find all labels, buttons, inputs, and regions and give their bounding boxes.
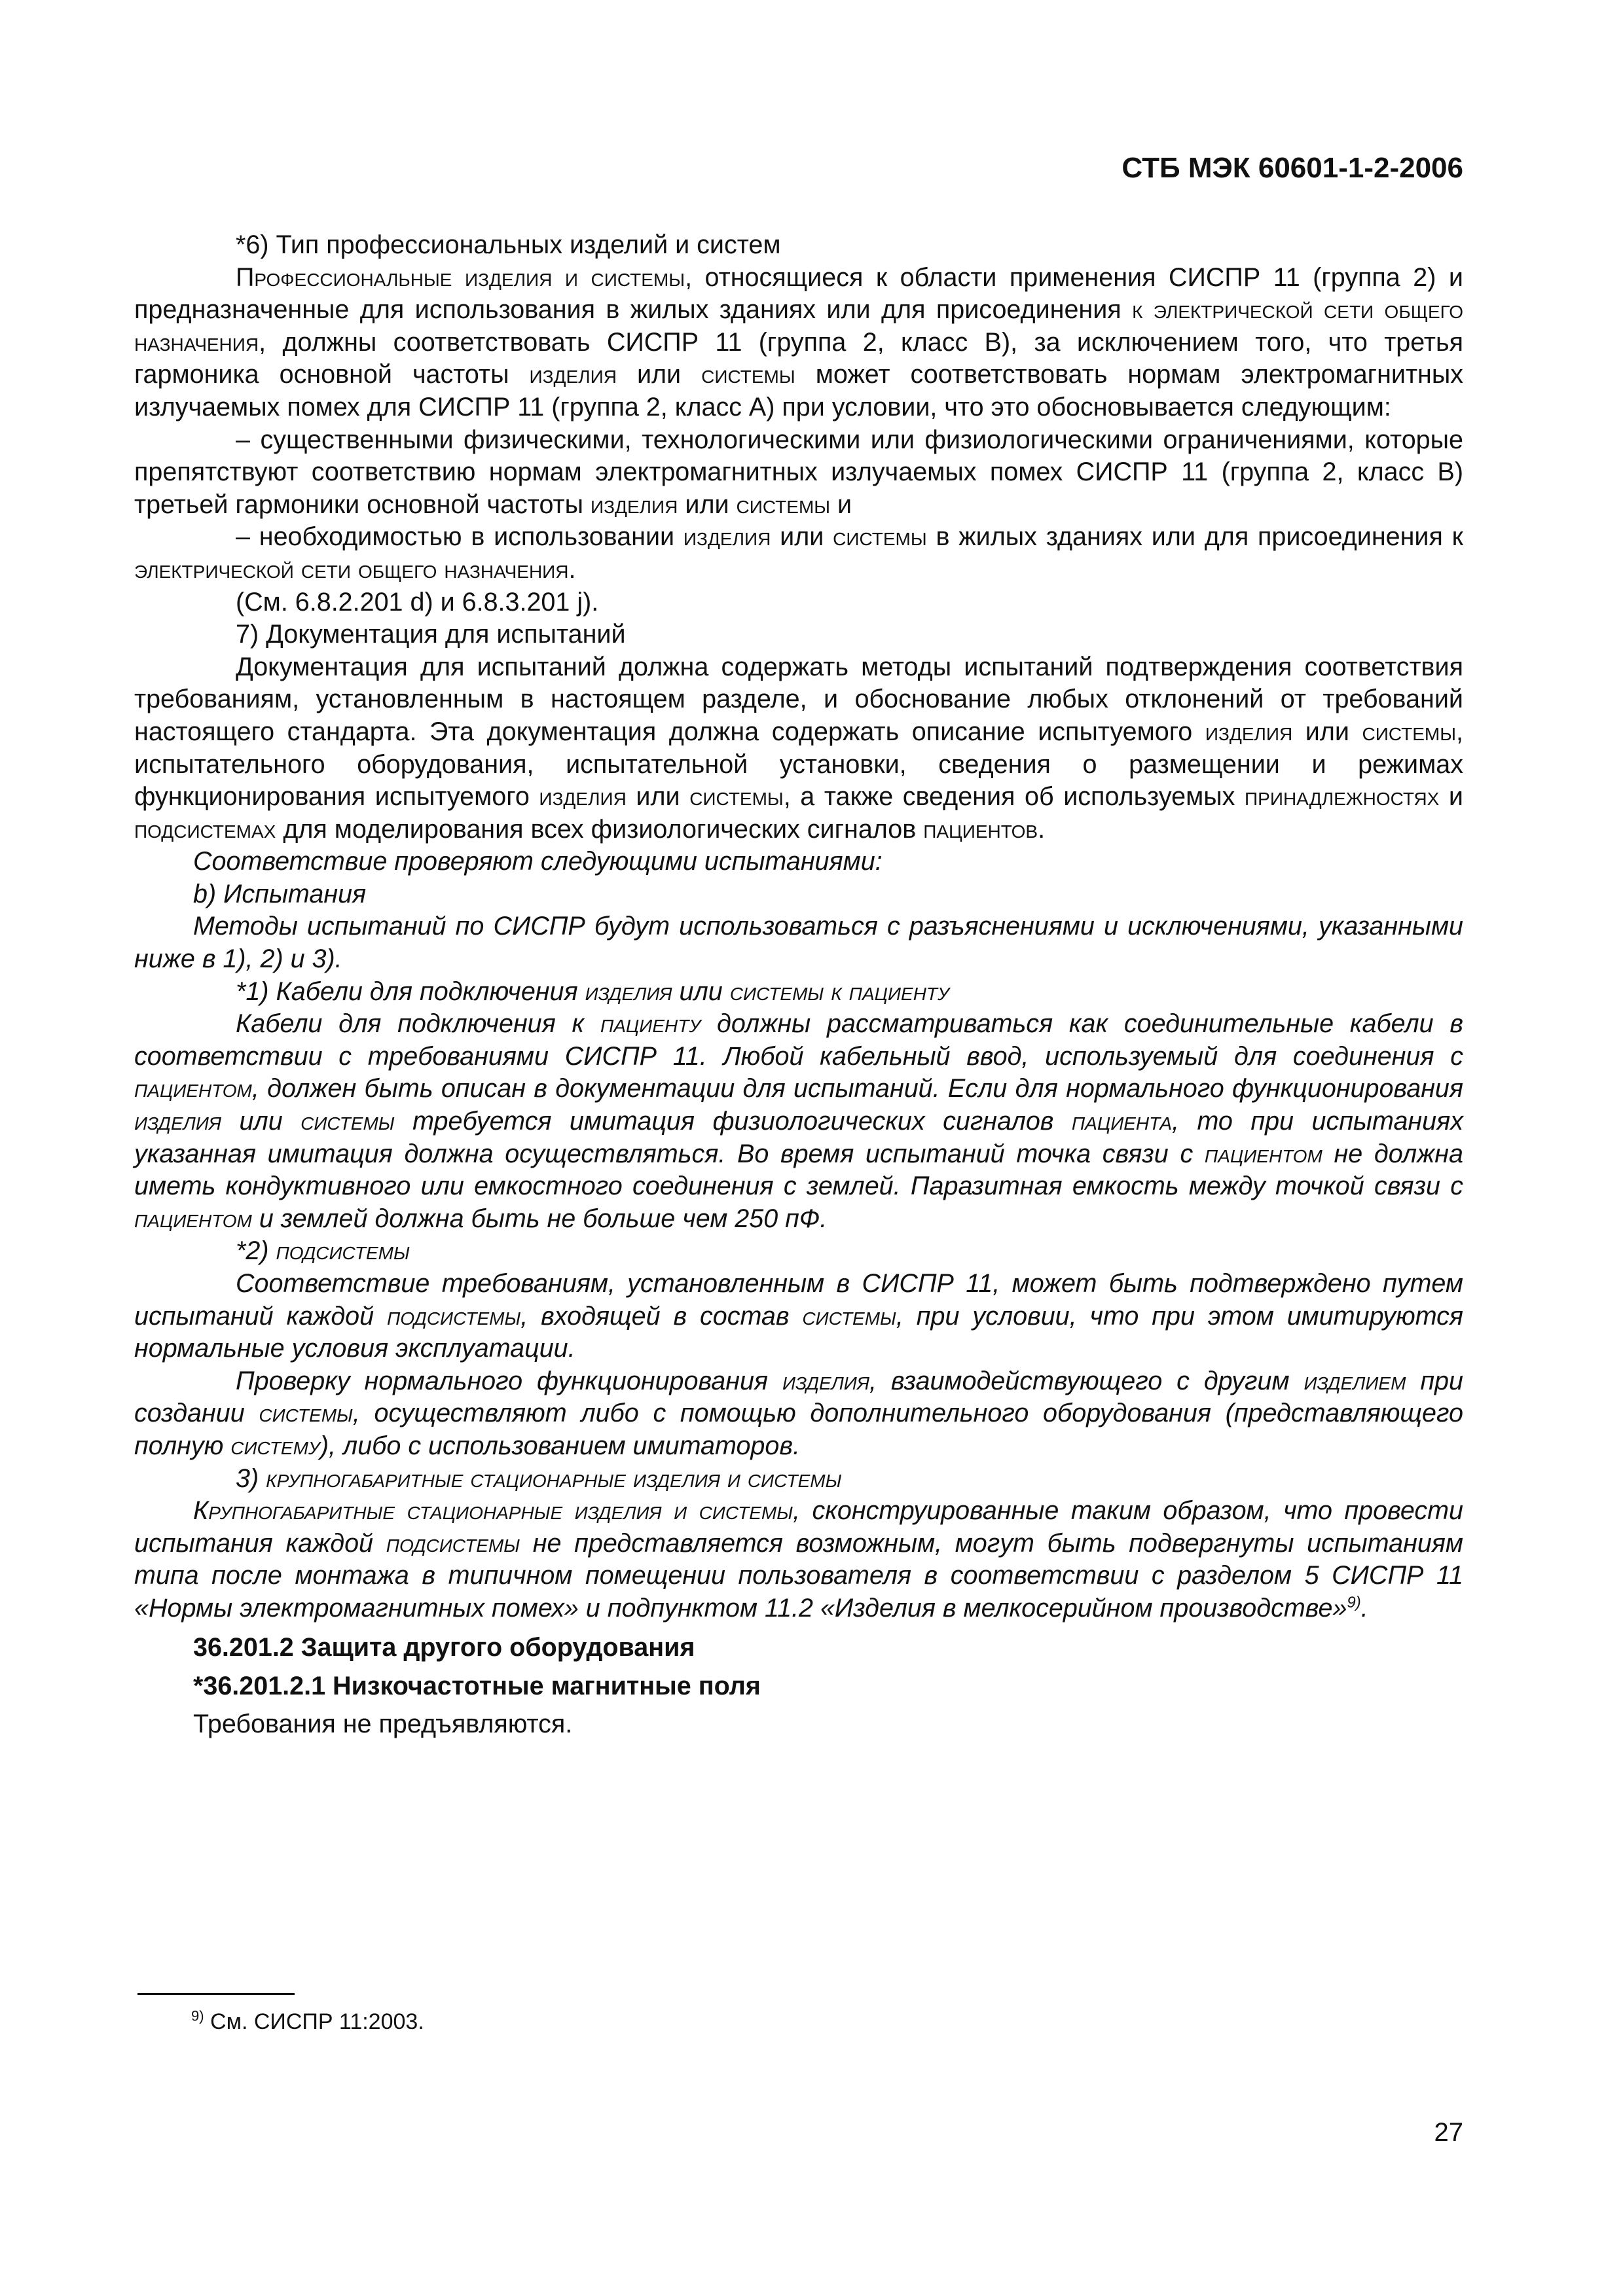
subitem-3-title: 3) крупногабаритные стационарные изделия и системы [236,1463,842,1493]
dash-item-2: – необходимостью в использовании изделия или системы в жилых зданиях или для присоединения к электрической сети общего назначения. [134,522,1463,584]
footnote-text: См. СИСПР 11:2003. [204,2009,424,2034]
subsection-heading: *36.201.2.1 Низкочастотные магнитные поля [193,1672,761,1701]
dash-item-1: – существенными физическими, технологическими или физиологическими ограничениями, которые препятствуют соответствию нормам электромагнитных излучаемых помех СИСПР 11 (группа 2, класс В) третьей гармоники основной частоты изделия или системы и [134,425,1463,519]
subitem-3-paragraph: Крупногабаритные стационарные изделия и системы, сконструированные таким образом, что провести испытания каждой подсистемы не представляется возможным, могут быть подвергнуты испытаниям типа после монтажа в типичном помещении пользователя в соответствии с разделом 5 СИСПР 11 «Нормы электромагнитных помех» и подпунктом 11.2 «Изделия в мелкосерийном производстве»$^{9)}$. [134,1496,1463,1623]
cross-reference: (См. 6.8.2.201 d) и 6.8.3.201 j). [236,587,599,617]
document-id: СТБ МЭК 60601-1-2-2006 [1122,152,1463,184]
subitem-1-paragraph: Кабели для подключения к пациенту должны рассматриваться как соединительные кабели в соответствии с требованиями СИСПР 11. Любой кабельный ввод, используемый для соединения с пациентом, должен быть описан в документации для испытаний. Если для нормального функционирования изделия или системы требуется имитация физиологических сигналов пациента, то при испытаниях указанная имитация должна осуществляться. Во время испытаний точка связи с пациентом не должна иметь кондуктивного или емкостного соединения с землей. Паразитная емкость между точкой связи с пациентом и землей должна быть не больше чем 250 пФ. [134,1009,1463,1233]
subitem-2-title: *2) подсистемы [236,1236,410,1266]
footnote-mark: 9) [191,2007,204,2024]
subitem-1-title: *1) Кабели для подключения изделия или системы к пациенту [236,977,949,1006]
compliance-statement: Соответствие проверяют следующими испытаниями: [193,847,883,876]
tests-paragraph: Методы испытаний по СИСПР будут использоваться с разъяснениями и исключениями, указанными ниже в 1), 2) и 3). [134,912,1463,974]
footnote [191,2009,424,2035]
footnote-reference: 9) [1347,1593,1361,1611]
tests-title: b) Испытания [193,879,367,908]
subitem-2-paragraph-2: Проверку нормального функционирования изделия, взаимодействующего с другим изделием при создании системы, осуществляют либо с помощью дополнительного оборудования (представляющего полную систему), либо с использованием имитаторов. [134,1366,1464,1460]
main-text [134,229,1463,1740]
requirements-note: Требования не предъявляются. [193,1709,573,1738]
item-6-title: *6) Тип профессиональных изделий и систем [236,230,781,259]
item-7-paragraph: Документация для испытаний должна содержать методы испытаний подтверждения соответствия требованиям, установленным в настоящем разделе, и обоснование любых отклонений от требований настоящего стандарта. Эта документация должна содержать описание испытуемого изделия или системы, испытательного оборудования, испытательной установки, сведения о размещении и режимах функционирования испытуемого изделия или системы, а также сведения об используемых принадлежностях и подсистемах для моделирования всех физиологических сигналов пациентов. [134,652,1463,844]
item-6-paragraph: Профессиональные изделия и системы, относящиеся к области применения СИСПР 11 (группа 2) и предназначенные для использования в жилых зданиях или для присоединения к электрической сети общего назначения, должны соответствовать СИСПР 11 (группа 2, класс В), за исключением того, что третья гармоника основной частоты изделия или системы может соответствовать нормам электромагнитных излучаемых помех для СИСПР 11 (группа 2, класс А) при условии, что это обосновывается следующим: [134,262,1463,422]
footnote-divider [137,1993,295,1995]
page-number: 27 [1434,2118,1463,2147]
item-7-title: 7) Документация для испытаний [236,620,626,649]
section-heading: 36.201.2 Защита другого оборудования [193,1632,695,1662]
subitem-2-paragraph-1: Соответствие требованиям, установленным в СИСПР 11, может быть подтверждено путем испытаний каждой подсистемы, входящей в состав системы, при условии, что при этом имитируются нормальные условия эксплуатации. [134,1269,1463,1363]
